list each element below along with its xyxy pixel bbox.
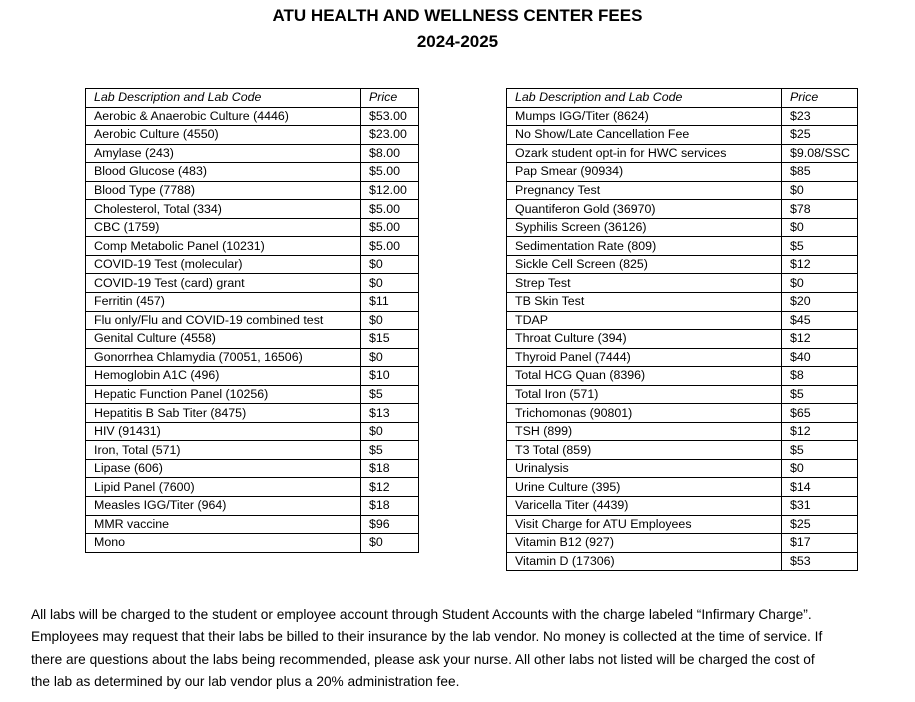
lab-price: $31 <box>782 497 858 516</box>
table-row <box>86 311 419 330</box>
lab-description: CBC (1759) <box>86 218 361 237</box>
table-row <box>507 404 858 423</box>
table-header-row <box>507 89 858 108</box>
table-row <box>86 422 419 441</box>
lab-price: $53.00 <box>361 107 419 126</box>
lab-description: Vitamin B12 (927) <box>507 534 782 553</box>
table-row <box>86 330 419 349</box>
table-row <box>86 515 419 534</box>
table-row <box>507 144 858 163</box>
lab-price: $96 <box>361 515 419 534</box>
lab-price: $23.00 <box>361 126 419 145</box>
lab-description: Throat Culture (394) <box>507 330 782 349</box>
lab-description: T3 Total (859) <box>507 441 782 460</box>
lab-price: $25 <box>782 515 858 534</box>
table-row <box>86 478 419 497</box>
lab-price: $78 <box>782 200 858 219</box>
table-row <box>86 534 419 553</box>
lab-price: $12.00 <box>361 181 419 200</box>
lab-price: $17 <box>782 534 858 553</box>
table-row <box>507 534 858 553</box>
lab-description: Thyroid Panel (7444) <box>507 348 782 367</box>
lab-description: Pregnancy Test <box>507 181 782 200</box>
lab-price: $8.00 <box>361 144 419 163</box>
lab-description: Trichomonas (90801) <box>507 404 782 423</box>
note-line: Employees may request that their labs be billed to their insurance by the lab vendor. No money is collected at the time of service. If <box>31 629 823 645</box>
note-line: All labs will be charged to the student or employee account through Student Accounts with the charge labeled “Infirmary Charge”. <box>31 607 812 622</box>
lab-price: $15 <box>361 330 419 349</box>
table-row <box>86 274 419 293</box>
table-row <box>86 385 419 404</box>
lab-price: $5 <box>361 441 419 460</box>
table-row <box>507 107 858 126</box>
lab-description: MMR vaccine <box>86 515 361 534</box>
lab-price: $5.00 <box>361 163 419 182</box>
lab-price: $0 <box>782 218 858 237</box>
lab-description: Blood Type (7788) <box>86 181 361 200</box>
lab-price: $9.08/SSC <box>782 144 858 163</box>
lab-description: Sedimentation Rate (809) <box>507 237 782 256</box>
table-row <box>507 459 858 478</box>
lab-price: $25 <box>782 126 858 145</box>
lab-description: Syphilis Screen (36126) <box>507 218 782 237</box>
lab-price: $85 <box>782 163 858 182</box>
fees-table-right <box>506 88 858 571</box>
lab-description: Blood Glucose (483) <box>86 163 361 182</box>
lab-description: No Show/Late Cancellation Fee <box>507 126 782 145</box>
table-row <box>507 218 858 237</box>
billing-note <box>31 604 901 693</box>
lab-description: HIV (91431) <box>86 422 361 441</box>
lab-price: $10 <box>361 367 419 386</box>
lab-description: Mono <box>86 534 361 553</box>
note-line: there are questions about the labs being recommended, please ask your nurse. All other labs not listed will be charged the cost of <box>31 651 815 667</box>
lab-description: Aerobic Culture (4550) <box>86 126 361 145</box>
lab-description: TSH (899) <box>507 422 782 441</box>
table-row <box>507 330 858 349</box>
table-row <box>86 348 419 367</box>
page-subtitle-year: 2024-2025 <box>416 32 499 51</box>
table-row <box>86 144 419 163</box>
table-row <box>507 311 858 330</box>
lab-description: Visit Charge for ATU Employees <box>507 515 782 534</box>
lab-description: Strep Test <box>507 274 782 293</box>
table-row <box>86 218 419 237</box>
lab-description: Total Iron (571) <box>507 385 782 404</box>
table-row <box>507 181 858 200</box>
lab-description: Quantiferon Gold (36970) <box>507 200 782 219</box>
lab-price: $12 <box>361 478 419 497</box>
note-line: the lab as determined by our lab vendor plus a 20% administration fee. <box>31 673 460 689</box>
lab-description: Hepatitis B Sab Titer (8475) <box>86 404 361 423</box>
lab-description: Urine Culture (395) <box>507 478 782 497</box>
table-row <box>507 237 858 256</box>
column-header-description: Lab Description and Lab Code <box>507 89 782 108</box>
table-row <box>507 274 858 293</box>
lab-description: COVID-19 Test (card) grant <box>86 274 361 293</box>
table-row <box>507 348 858 367</box>
lab-description: Ferritin (457) <box>86 293 361 312</box>
lab-description: Hepatic Function Panel (10256) <box>86 385 361 404</box>
table-row <box>86 367 419 386</box>
lab-price: $0 <box>361 255 419 274</box>
lab-price: $20 <box>782 293 858 312</box>
lab-price: $5.00 <box>361 237 419 256</box>
lab-description: TDAP <box>507 311 782 330</box>
table-row <box>86 237 419 256</box>
table-row <box>507 478 858 497</box>
lab-price: $0 <box>782 459 858 478</box>
table-row <box>507 497 858 516</box>
table-row <box>86 441 419 460</box>
page-title: ATU HEALTH AND WELLNESS CENTER FEES <box>272 6 643 25</box>
lab-price: $13 <box>361 404 419 423</box>
table-row <box>507 200 858 219</box>
table-header-row <box>86 89 419 108</box>
lab-description: Iron, Total (571) <box>86 441 361 460</box>
table-row <box>507 293 858 312</box>
table-row <box>507 552 858 571</box>
lab-price: $12 <box>782 422 858 441</box>
lab-price: $45 <box>782 311 858 330</box>
lab-price: $18 <box>361 497 419 516</box>
table-row <box>86 126 419 145</box>
table-row <box>507 385 858 404</box>
lab-description: Flu only/Flu and COVID-19 combined test <box>86 311 361 330</box>
lab-price: $0 <box>782 274 858 293</box>
column-header-price: Price <box>782 89 858 108</box>
table-row <box>507 441 858 460</box>
lab-price: $0 <box>361 311 419 330</box>
column-header-price: Price <box>361 89 419 108</box>
lab-price: $65 <box>782 404 858 423</box>
lab-description: Urinalysis <box>507 459 782 478</box>
lab-description: Gonorrhea Chlamydia (70051, 16506) <box>86 348 361 367</box>
lab-price: $40 <box>782 348 858 367</box>
lab-description: Lipid Panel (7600) <box>86 478 361 497</box>
table-row <box>86 459 419 478</box>
lab-price: $14 <box>782 478 858 497</box>
lab-price: $0 <box>361 274 419 293</box>
table-row <box>86 200 419 219</box>
lab-description: Amylase (243) <box>86 144 361 163</box>
table-row <box>86 497 419 516</box>
table-row <box>507 515 858 534</box>
lab-price: $0 <box>361 422 419 441</box>
lab-price: $5 <box>782 441 858 460</box>
lab-description: Comp Metabolic Panel (10231) <box>86 237 361 256</box>
lab-price: $5 <box>361 385 419 404</box>
lab-description: COVID-19 Test (molecular) <box>86 255 361 274</box>
column-header-description: Lab Description and Lab Code <box>86 89 361 108</box>
lab-description: Vitamin D (17306) <box>507 552 782 571</box>
lab-price: $53 <box>782 552 858 571</box>
lab-description: Genital Culture (4558) <box>86 330 361 349</box>
lab-description: TB Skin Test <box>507 293 782 312</box>
lab-price: $18 <box>361 459 419 478</box>
lab-description: Lipase (606) <box>86 459 361 478</box>
lab-price: $0 <box>361 534 419 553</box>
lab-description: Pap Smear (90934) <box>507 163 782 182</box>
lab-description: Ozark student opt-in for HWC services <box>507 144 782 163</box>
table-row <box>507 163 858 182</box>
lab-price: $8 <box>782 367 858 386</box>
fees-table-left <box>85 88 419 553</box>
lab-price: $5 <box>782 237 858 256</box>
lab-price: $12 <box>782 330 858 349</box>
table-row <box>86 293 419 312</box>
lab-price: $5 <box>782 385 858 404</box>
table-row <box>507 422 858 441</box>
lab-price: $11 <box>361 293 419 312</box>
lab-price: $5.00 <box>361 218 419 237</box>
lab-description: Aerobic & Anaerobic Culture (4446) <box>86 107 361 126</box>
lab-price: $23 <box>782 107 858 126</box>
lab-description: Sickle Cell Screen (825) <box>507 255 782 274</box>
table-row <box>86 163 419 182</box>
lab-price: $0 <box>361 348 419 367</box>
lab-price: $5.00 <box>361 200 419 219</box>
lab-price: $12 <box>782 255 858 274</box>
lab-description: Cholesterol, Total (334) <box>86 200 361 219</box>
lab-description: Mumps IGG/Titer (8624) <box>507 107 782 126</box>
table-row <box>507 367 858 386</box>
table-row <box>86 255 419 274</box>
table-row <box>86 404 419 423</box>
lab-description: Varicella Titer (4439) <box>507 497 782 516</box>
lab-description: Total HCG Quan (8396) <box>507 367 782 386</box>
table-row <box>507 255 858 274</box>
lab-description: Measles IGG/Titer (964) <box>86 497 361 516</box>
table-row <box>507 126 858 145</box>
lab-description: Hemoglobin A1C (496) <box>86 367 361 386</box>
table-row <box>86 107 419 126</box>
table-row <box>86 181 419 200</box>
lab-price: $0 <box>782 181 858 200</box>
